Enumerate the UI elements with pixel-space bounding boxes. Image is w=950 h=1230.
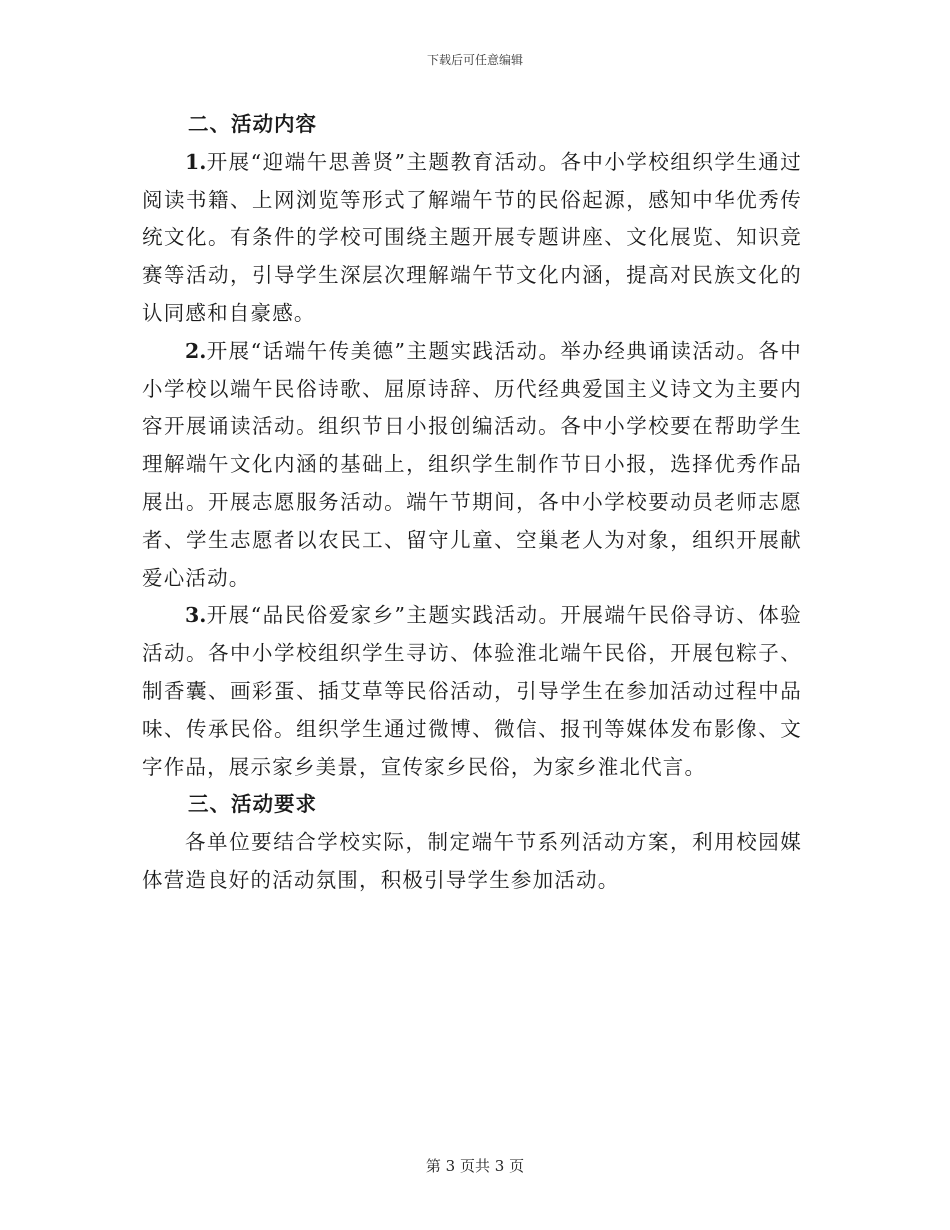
item-number: 1. <box>185 149 207 174</box>
item-text: 开展“品民俗爱家乡”主题实践活动。开展端午民俗寻访、体验活动。各中小学校组织学生寻访、体验淮北端午民俗，开展包粽子、制香囊、画彩蛋、插艾草等民俗活动，引导学生在参加活动过程中品味、传承民俗。组织学生通过微博、微信、报刊等媒体发布影像、文字作品，展示家乡美景，宣传家乡民俗，为家乡淮北代言。 <box>142 603 802 779</box>
section-heading-activity-requirements: 三、活动要求 <box>188 792 317 817</box>
item-number: 2. <box>185 338 207 363</box>
item-text: 开展“话端午传美德”主题实践活动。举办经典诵读活动。各中小学校以端午民俗诗歌、屈原诗辞、历代经典爱国主义诗文为主要内容开展诵读活动。组织节日小报创编活动。各中小学校要在帮助学生理解端午文化内涵的基础上，组织学生制作节日小报，选择优秀作品展出。开展志愿服务活动。端午节期间，各中小学校要动员老师志愿者、学生志愿者以农民工、留守儿童、空巢老人为对象，组织开展献爱心活动。 <box>142 338 802 590</box>
list-item <box>142 333 802 598</box>
list-item <box>142 597 802 786</box>
page-header: 下载后可任意编辑 <box>426 53 523 67</box>
requirements-paragraph: 各单位要结合学校实际，制定端午节系列活动方案，利用校园媒体营造良好的活动氛围，积极引导学生参加活动。 <box>142 830 802 892</box>
section-heading-activity-content: 二、活动内容 <box>188 112 317 136</box>
list-item <box>142 144 802 333</box>
document-body <box>142 106 802 900</box>
page-footer: 第 3 页共 3 页 <box>425 1157 525 1175</box>
item-number: 3. <box>185 603 207 628</box>
item-text: 开展“迎端午思善贤”主题教育活动。各中小学校组织学生通过阅读书籍、上网浏览等形式了解端午节的民俗起源，感知中华优秀传统文化。有条件的学校可围绕主题开展专题讲座、文化展览、知识竞赛等活动，引导学生深层次理解端午节文化内涵，提高对民族文化的认同感和自豪感。 <box>142 149 802 325</box>
